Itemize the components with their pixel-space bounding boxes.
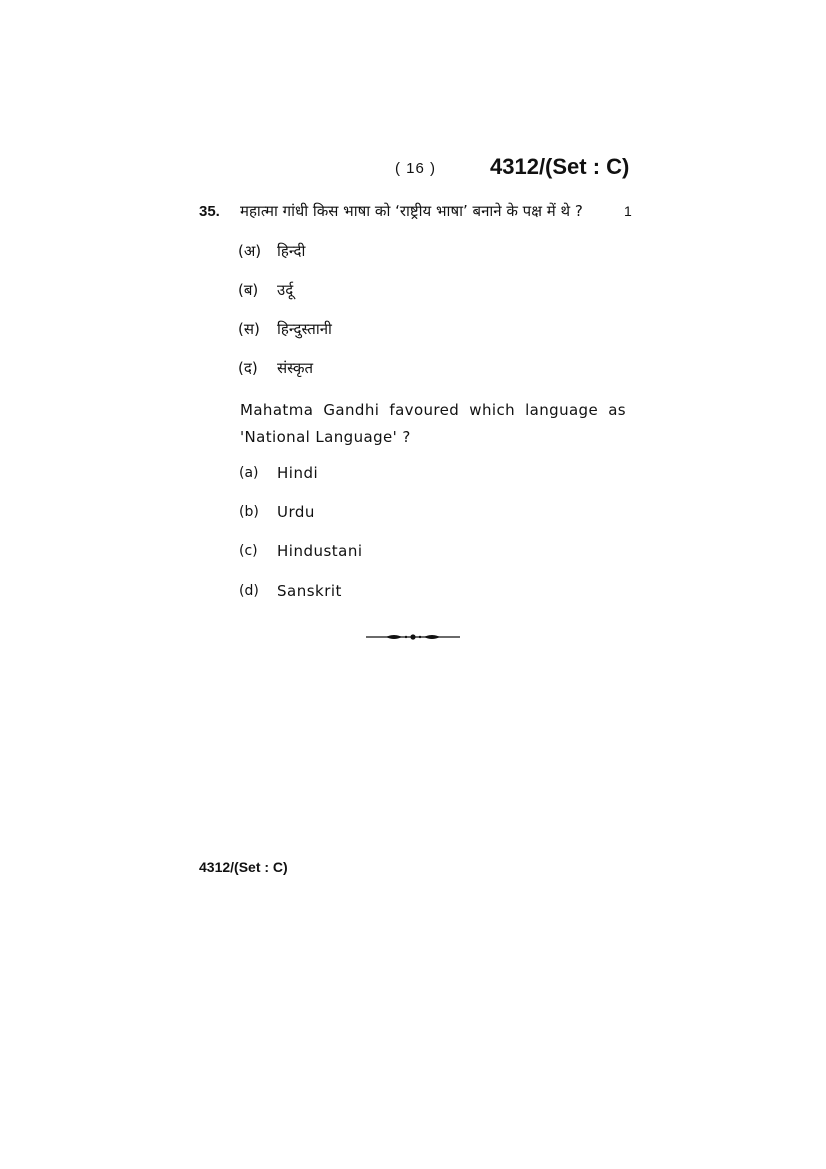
- option-text-english-d: Sanskrit: [277, 582, 342, 600]
- option-text-english-a: Hindi: [277, 464, 319, 482]
- option-label-english-b: (b): [239, 504, 259, 520]
- question-text-hindi: महात्मा गांधी किस भाषा को ‘राष्ट्रीय भाषा’ बनाने के पक्ष में थे ?: [240, 202, 583, 220]
- option-text-hindi-d: संस्कृत: [277, 359, 314, 377]
- option-label-english-a: (a): [239, 465, 259, 481]
- option-text-hindi-b: उर्दू: [277, 281, 294, 299]
- option-text-english-c: Hindustani: [277, 542, 363, 560]
- page-number: ( 16 ): [395, 160, 437, 177]
- option-label-hindi-d: (द): [238, 359, 258, 377]
- option-label-hindi-b: (ब): [238, 281, 259, 299]
- end-ornament-icon: [366, 630, 460, 644]
- option-label-hindi-c: (स): [238, 320, 260, 338]
- option-label-english-d: (d): [239, 583, 259, 599]
- option-text-hindi-a: हिन्दी: [277, 242, 306, 260]
- option-label-english-c: (c): [239, 543, 258, 559]
- footer-paper-code: 4312/(Set : C): [199, 859, 288, 875]
- option-text-english-b: Urdu: [277, 503, 315, 521]
- option-text-hindi-c: हिन्दुस्तानी: [277, 320, 332, 338]
- option-label-hindi-a: (अ): [238, 242, 262, 260]
- header-paper-code: 4312/(Set : C): [490, 154, 630, 179]
- question-text-english: Mahatma Gandhi favoured which language as 'National Language' ?: [240, 401, 626, 446]
- question-number: 35.: [199, 203, 220, 220]
- question-marks: 1: [624, 203, 632, 219]
